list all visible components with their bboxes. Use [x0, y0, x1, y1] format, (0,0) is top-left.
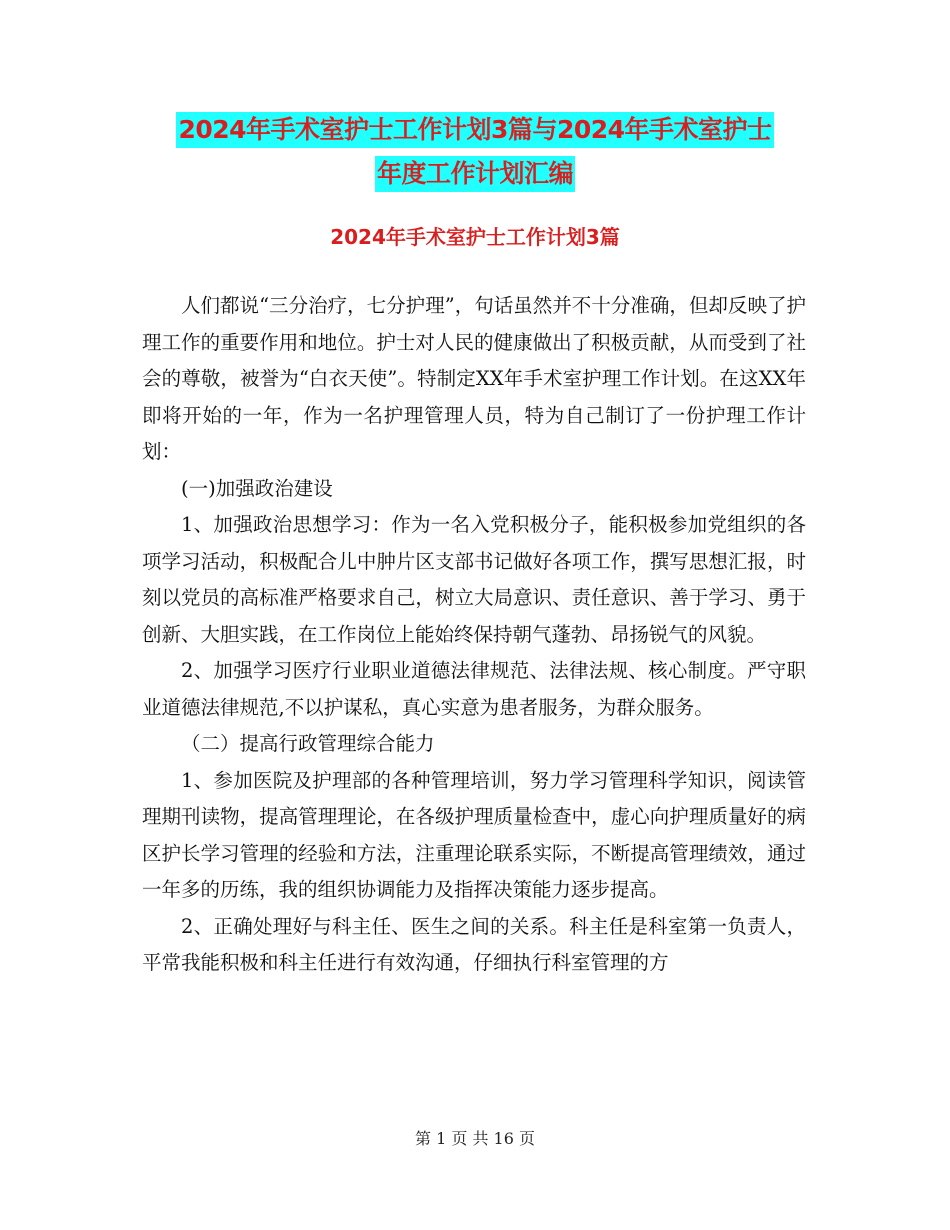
- paragraph: 2、加强学习医疗行业职业道德法律规范、法律法规、核心制度。严守职业道德法律规范,不以护谋私，真心实意为患者服务，为群众服务。: [142, 659, 806, 719]
- paragraph: 2、正确处理好与科主任、医生之间的关系。科主任是科室第一负责人，平常我能积极和科主任进行有效沟通，仔细执行科室管理的方: [142, 914, 806, 974]
- paragraph: (一)加强政治建设: [181, 476, 333, 500]
- paragraph: 人们都说“三分治疗，七分护理”，句话虽然并不十分准确，但却反映了护理工作的重要作用和地位。护士对人民的健康做出了积极贡献，从而受到了社会的尊敬，被誉为“白衣天使”。特制定XX年手术室护理工作计划。在这XX年即将开始的一年，作为一名护理管理人员，特为自己制订了一份护理工作计划：: [142, 294, 806, 463]
- document-title-line-1: [0, 112, 950, 148]
- title-text-1: 2024年手术室护士工作计划3篇与2024年手术室护士: [176, 112, 773, 148]
- document-title-line-2: [0, 156, 950, 192]
- section-heading: 2024年手术室护士工作计划3篇: [330, 225, 620, 249]
- paragraph: 1、参加医院及护理部的各种管理培训，努力学习管理科学知识，阅读管理期刊读物，提高管理理论，在各级护理质量检查中，虚心向护理质量好的病区护长学习管理的经验和方法，注重理论联系实际，不断提高管理绩效，通过一年多的历练，我的组织协调能力及指挥决策能力逐步提高。: [142, 768, 806, 901]
- document-body: [142, 288, 806, 982]
- page-footer: 第 1 页 共 16 页: [415, 1129, 535, 1148]
- paragraph: （二）提高行政管理综合能力: [181, 732, 435, 755]
- paragraph: 1、加强政治思想学习：作为一名入党积极分子，能积极参加党组织的各项学习活动，积极配合儿中肿片区支部书记做好各项工作，撰写思想汇报，时刻以党员的高标准严格要求自己，树立大局意识、责任意识、善于学习、勇于创新、大胆实践，在工作岗位上能始终保持朝气蓬勃、昂扬锐气的风貌。: [142, 513, 806, 646]
- title-text-2: 年度工作计划汇编: [375, 156, 575, 192]
